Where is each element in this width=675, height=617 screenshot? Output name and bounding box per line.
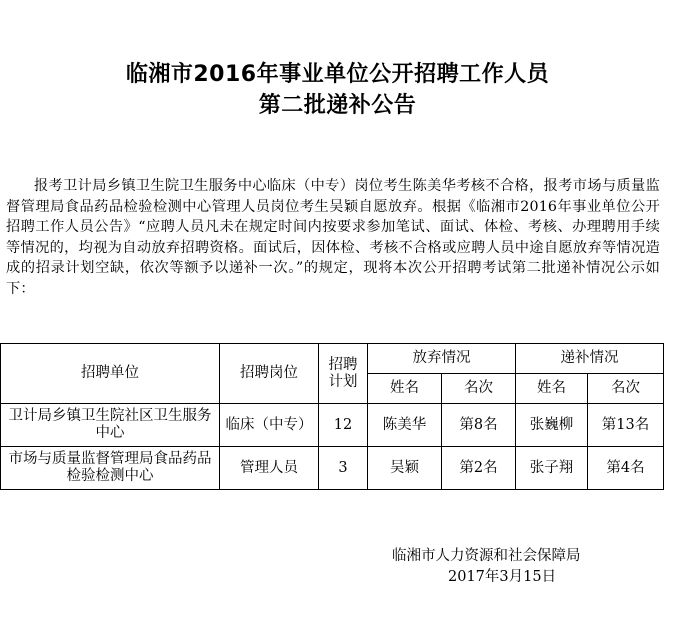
table-header-row (1, 344, 664, 374)
row-abandon-name: 陈美华 (368, 404, 442, 447)
table-row (1, 447, 664, 490)
subheader-abandon-rank: 名次 (442, 374, 516, 404)
row-post: 临床（中专） (220, 404, 319, 447)
subheader-supp-rank: 名次 (588, 374, 664, 404)
announcement-body: 报考卫计局乡镇卫生院卫生服务中心临床（中专）岗位考生陈美华考核不合格，报考市场与质量监督管理局食品药品检验检测中心管理人员岗位考生吴颖自愿放弃。根据《临湘市2016年事业单位公开招聘工作人员公告》“应聘人员凡未在规定时间内按要求参加笔试、面试、体检、考核、办理聘用手续等情况的，均视为自动放弃招聘资格。面试后，因体检、考核不合格或应聘人员中途自愿放弃等情况造成的招录计划空缺，依次等额予以递补一次。”的规定，现将本次公开招聘考试第二批递补情况公示如下： (6, 178, 660, 297)
row-unit: 卫计局乡镇卫生院社区卫生服务中心 (1, 404, 220, 447)
row-post: 管理人员 (220, 447, 319, 490)
table-row (1, 404, 664, 447)
announcement-title-line2: 第二批递补公告 (258, 93, 417, 118)
row-abandon-rank: 第8名 (442, 404, 516, 447)
row-abandon-rank: 第2名 (442, 447, 516, 490)
header-post: 招聘岗位 (220, 344, 319, 404)
row-plan: 12 (319, 404, 368, 447)
subheader-supp-name: 姓名 (516, 374, 588, 404)
row-unit: 市场与质量监督管理局食品药品检验检测中心 (1, 447, 220, 490)
header-abandon: 放弃情况 (368, 344, 516, 374)
row-supp-rank: 第13名 (588, 404, 664, 447)
header-plan: 招聘计划 (319, 344, 368, 404)
subheader-abandon-name: 姓名 (368, 374, 442, 404)
header-unit: 招聘单位 (1, 344, 220, 404)
header-supplement: 递补情况 (516, 344, 664, 374)
row-supp-name: 张巍柳 (516, 404, 588, 447)
row-abandon-name: 吴颖 (368, 447, 442, 490)
row-supp-rank: 第4名 (588, 447, 664, 490)
announcement-title-line1: 临湘市2016年事业单位公开招聘工作人员 (125, 62, 550, 87)
signature-date: 2017年3月15日 (448, 569, 557, 585)
signature-organization: 临湘市人力资源和社会保障局 (392, 548, 581, 564)
row-supp-name: 张子翔 (516, 447, 588, 490)
row-plan: 3 (319, 447, 368, 490)
supplement-table (0, 343, 664, 490)
